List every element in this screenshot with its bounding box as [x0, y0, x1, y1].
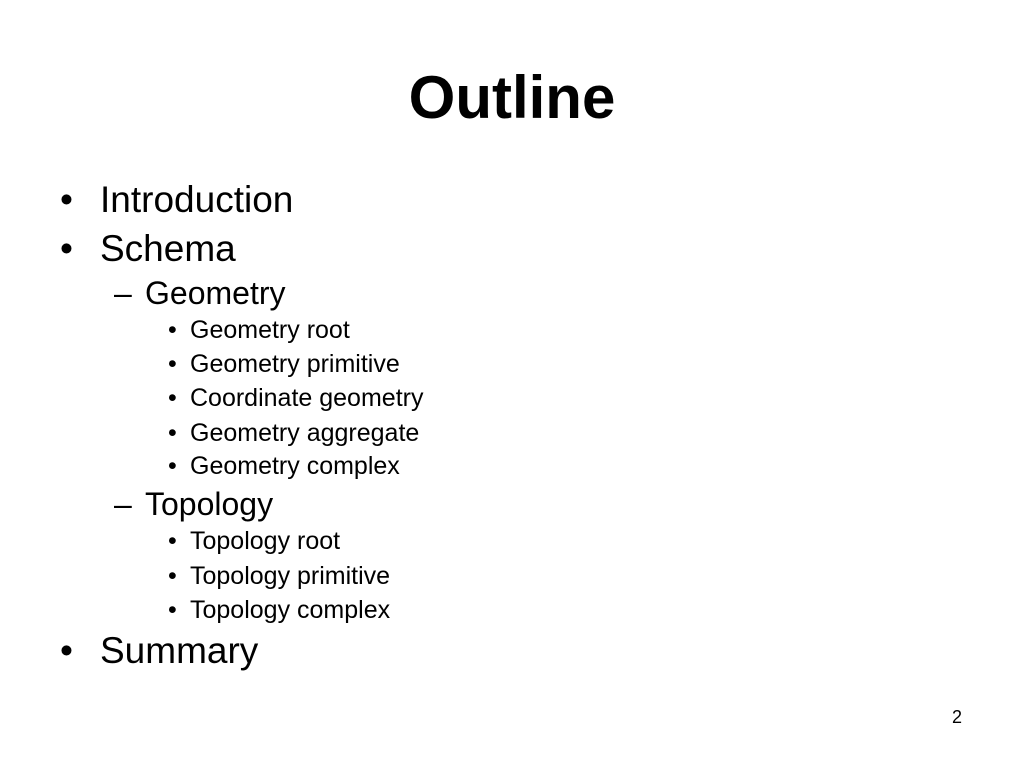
page-number: 2 [951, 707, 962, 727]
outline-item-label: Topology root [190, 527, 341, 555]
outline-item-label: Topology [145, 486, 274, 522]
bullet-icon: • [168, 419, 177, 447]
bullet-icon: • [60, 228, 73, 269]
outline-item-label: Geometry complex [190, 452, 400, 480]
outline-item-label: Topology primitive [190, 562, 391, 590]
outline-item-label: Topology complex [190, 596, 391, 624]
dash-icon: – [114, 275, 132, 311]
outline-item-label: Coordinate geometry [190, 384, 424, 412]
bullet-icon: • [168, 316, 177, 344]
outline-item-label: Geometry primitive [190, 350, 400, 378]
outline-item-label: Introduction [100, 179, 294, 220]
dash-icon: – [114, 486, 132, 522]
outline-item-label: Summary [100, 630, 259, 671]
slide-title: Outline [408, 64, 616, 131]
outline-item-label: Geometry root [190, 316, 350, 344]
bullet-icon: • [60, 630, 73, 671]
outline-item-label: Geometry [145, 275, 286, 311]
bullet-icon: • [168, 562, 177, 590]
bullet-icon: • [168, 384, 177, 412]
bullet-icon: • [60, 179, 73, 220]
outline-item-label: Geometry aggregate [190, 419, 420, 447]
bullet-icon: • [168, 527, 177, 555]
bullet-icon: • [168, 452, 177, 480]
bullet-icon: • [168, 350, 177, 378]
outline-item-label: Schema [100, 228, 236, 269]
bullet-icon: • [168, 596, 177, 624]
